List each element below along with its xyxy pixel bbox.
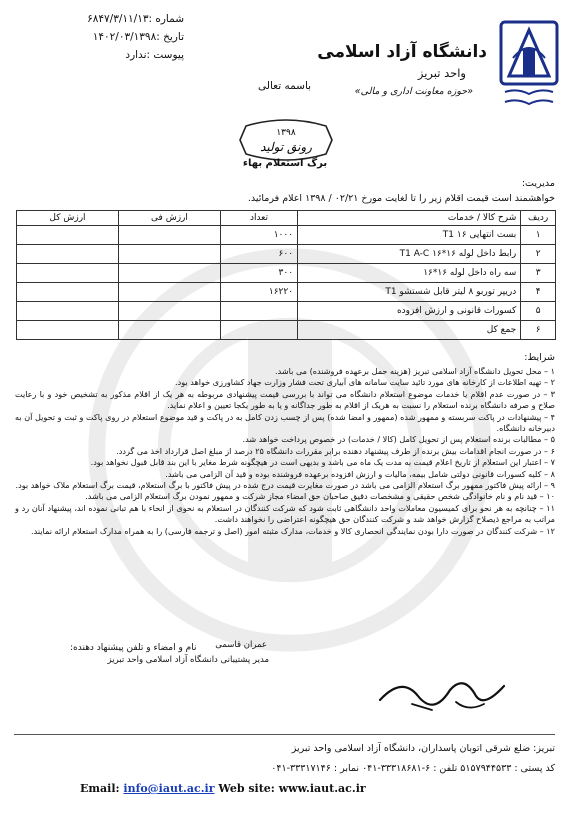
footer-divider [14, 734, 555, 735]
row-quantity [220, 302, 297, 321]
university-logo-icon [497, 18, 561, 110]
row-unit-price[interactable] [119, 245, 221, 264]
condition-item: ۸ – کلیه کسورات قانونی دولتی شامل بیمه، مالیات و ارزش افزوده برعهده فروشنده بوده و قید آن الزامی می باشد. [165, 468, 555, 479]
row-number: ۳ [521, 264, 556, 283]
stamp-text: رونق تولید [260, 140, 312, 154]
col-header-qty: تعداد [220, 211, 297, 226]
col-header-row: ردیف [521, 211, 556, 226]
slogan-stamp-icon [236, 118, 336, 162]
col-header-total-price: ارزش کل [17, 211, 119, 226]
row-number: ۶ [521, 321, 556, 340]
row-unit-price[interactable] [119, 264, 221, 283]
table-row [17, 226, 556, 245]
condition-item: ۷ – اعتبار این استعلام از تاریخ اعلام قیمت به مدت یک ماه می باشد و بدیهی است در هیچگونه شرط مغایر با این بند قابل قبول نخواهد بود. [90, 457, 555, 468]
condition-item: ۵ – مطالبات برنده استعلام پس از تحویل کامل (کالا / خدمات) در خصوص پرداخت خواهد شد. [242, 434, 555, 445]
stamp-year: ۱۳۹۸ [276, 128, 296, 138]
bismillah: باسمه تعالی [258, 80, 312, 92]
row-quantity [220, 321, 297, 340]
website-label: Web site: [218, 782, 275, 795]
row-description: رابط داخل لوله ۱۶*۱۶ T1 A-C [298, 245, 521, 264]
row-total-price[interactable] [17, 302, 119, 321]
footer-address: تبریز: ضلع شرقی اتوبان پاسداران، دانشگاه آزاد اسلامی واحد تبریز [291, 743, 555, 754]
table-row [17, 283, 556, 302]
row-description: بست انتهایی ۱۶ T1 [298, 226, 521, 245]
items-table [16, 210, 556, 340]
request-text: خواهشمند است قیمت اقلام زیر را تا لغایت مورخ ۰۲/۲۱ / ۱۳۹۸ اعلام فرمائید. [247, 193, 555, 204]
row-quantity: ۱۶۲۲۰ [220, 283, 297, 302]
row-total-price[interactable] [17, 321, 119, 340]
row-description: دریپر توربو ۸ لیتر قابل شستشو T1 [298, 283, 521, 302]
website-link[interactable]: www.iaut.ac.ir [278, 782, 366, 795]
condition-item: ۱ – محل تحویل دانشگاه آزاد اسلامی تبریز (هزینه حمل برعهده فروشنده) می باشد. [275, 366, 555, 376]
row-description: جمع کل [298, 321, 521, 340]
footer-phones: کد پستی : ۵۱۵۷۹۴۴۵۳۳ تلفن : ۶-۳۳۳۱۸۶۸۱-۰۴۱ نمابر : ۳۳۳۱۷۱۴۶-۰۴۱ [271, 763, 555, 774]
table-row [17, 245, 556, 264]
row-unit-price[interactable] [119, 321, 221, 340]
row-number: ۲ [521, 245, 556, 264]
email-link[interactable]: info@iaut.ac.ir [123, 782, 215, 795]
letter-date: تاریخ :۱۴۰۲/۰۳/۱۳۹۸ [92, 31, 184, 43]
handwritten-signature [372, 666, 512, 716]
condition-item: ۴ – پیشنهادات در پاکت سربسته و ممهور شده (ممهور و امضا شده) پس از چسب زدن کامل به در پاکت و قید موضوع استعلام در روی پاکت و ثبت و تحویل آن به دبیرخانه دانشگاه. [15, 411, 555, 434]
row-total-price[interactable] [17, 226, 119, 245]
row-unit-price[interactable] [119, 302, 221, 321]
row-number: ۴ [521, 283, 556, 302]
row-number: ۵ [521, 302, 556, 321]
branch-name: واحد تبریز [417, 66, 466, 80]
row-total-price[interactable] [17, 245, 119, 264]
row-unit-price[interactable] [119, 226, 221, 245]
signer-title: مدیر پشتیبانی دانشگاه آزاد اسلامی واحد تبریز [107, 655, 269, 665]
email-label: Email: [80, 782, 120, 795]
row-total-price[interactable] [17, 283, 119, 302]
condition-item: ۱۱ – چنانچه به هر نحو برای کمیسیون معاملات واحد دانشگاهی ثابت شود که شرکت کنندگان در استعلام به نحوی از انحاء با هم تبانی نموده اند، پیشنهاد آنان رد و مراتب به مراجع ذیصلاح گزارش خواهد شد و شرکت کنندگان حق هیچگونه اعتراضی را نخواهند داشت. [15, 502, 555, 525]
bidder-signature-label: نام و امضاء و تلفن پیشنهاد دهنده: [70, 643, 197, 653]
table-header-row [17, 211, 556, 226]
row-description: سه راه داخل لوله ۱۶*۱۶ [298, 264, 521, 283]
university-name: دانشگاه آزاد اسلامی [317, 42, 487, 62]
footer-contact [80, 782, 366, 795]
col-header-desc: شرح کالا / خدمات [298, 211, 521, 226]
letter-number: شماره :۶۸۴۷/۳/۱۱/۱۳ [87, 13, 184, 25]
conditions-title: شرایط: [524, 352, 555, 363]
reference-block [14, 10, 184, 64]
row-quantity: ۱۰۰۰ [220, 226, 297, 245]
condition-item: ۶ – در صورت انجام اقدامات بیش برنده از طرف پیشنهاد دهنده برابر مقررات دانشگاه ۲۵ درصد از مبلغ اصل قرارداد اخذ می گردد. [116, 445, 555, 456]
row-description: کسورات قانونی و ارزش افزوده [298, 302, 521, 321]
row-total-price[interactable] [17, 264, 119, 283]
condition-item: ۳ – در صورت عدم اقلام یا خدمات موضوع استعلام دانشگاه می تواند با بررسی قیمت پیشنهادی مربوطه به هر یک از اقلام مذکور به تشخیص خود و با رعایت صلاح و صرفه دانشگاه برنده استعلام را نسبت به هریک از اقلام به طور جداگانه و یا به طور یکجا تعیین و اعلام نماید. [15, 388, 555, 411]
greeting: مدیریت: [521, 178, 555, 189]
condition-item: ۱۲ – شرکت کنندگان در صورت دارا بودن نمایندگی انحصاری کالا و خدمات، مدارک مثبته امور (اصل و ترجمه فارسی) را به همراه مدارک استعلام ارائه نمایند. [31, 525, 555, 536]
conditions-list [15, 366, 555, 537]
col-header-unit-price: ارزش فی [119, 211, 221, 226]
row-unit-price[interactable] [119, 283, 221, 302]
signer-name: عمران قاسمی [215, 640, 267, 650]
condition-item: ۹ – ارائه پیش فاکتور ممهور برگ استعلام الزامی می باشد در صورت مغایرت قیمت درج شده در پیش فاکتور با برگ استعلام، قیمت برگ استعلام ملاک خواهد بود. [15, 480, 555, 491]
form-title: برگ استعلام بهاء [242, 158, 328, 169]
table-row [17, 302, 556, 321]
table-row [17, 264, 556, 283]
letter-attachment: پیوست :ندارد [125, 49, 184, 61]
condition-item: ۲ – تهیه اطلاعات از کارخانه های مورد تائید سایت سامانه های آبیاری تحت فشار وزارت جهاد کشاورزی خواهد بود. [175, 377, 555, 388]
row-quantity: ۳۰۰ [220, 264, 297, 283]
table-row [17, 321, 556, 340]
row-quantity: ۶۰۰ [220, 245, 297, 264]
row-number: ۱ [521, 226, 556, 245]
department-name: «حوزه معاونت اداری و مالی» [354, 86, 473, 97]
condition-item: ۱۰ – قید نام و نام خانوادگی شخص حقیقی و مشخصات دقیق صاحبان حق امضاء مجاز شرکت و ممهور نمودن برگ استعلام الزامی می باشد. [85, 491, 555, 502]
